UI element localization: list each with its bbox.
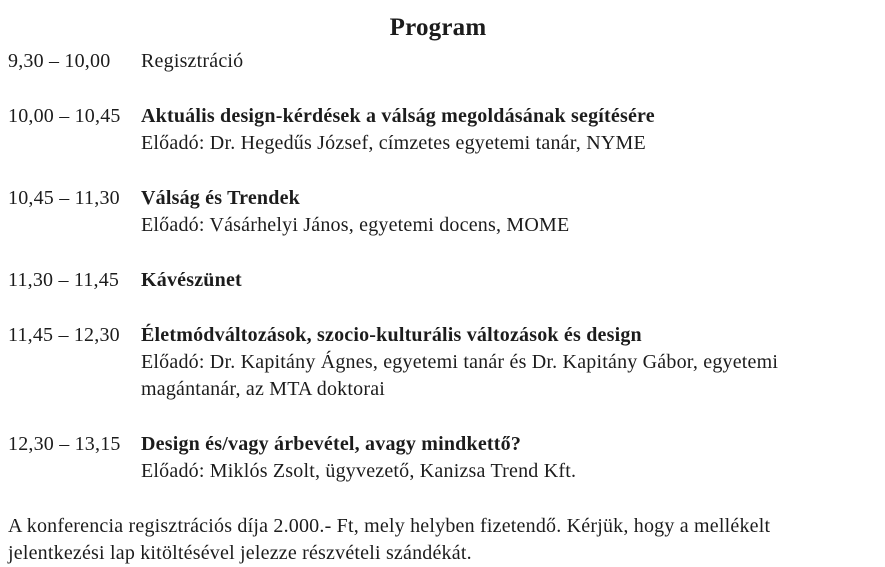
session-speaker: Előadó: Miklós Zsolt, ügyvezető, Kanizsa Trend Kft. (141, 460, 577, 482)
session-title: Kávészünet (141, 269, 242, 291)
session-title: Regisztráció (141, 50, 244, 72)
session-title: Válság és Trendek (141, 187, 300, 209)
entry-time: 9,30 – 10,00 (8, 50, 111, 72)
session-title: Design és/vagy árbevétel, avagy mindkettő? (141, 433, 522, 455)
entry-time: 10,00 – 10,45 (8, 105, 121, 127)
session-title: Életmódváltozások, szocio-kulturális változások és design (141, 324, 642, 346)
registration-fee-note: A konferencia regisztrációs díja 2.000.- Ft, mely helyben fizetendő. Kérjük, hogy a mellékelt jelentkezési lap kitöltésével jelezze részvételi szándékát. (8, 515, 771, 564)
entry-time: 11,30 – 11,45 (8, 269, 120, 291)
schedule-entry-registration (8, 48, 868, 75)
entry-time: 12,30 – 13,15 (8, 433, 121, 455)
entry-time: 10,45 – 11,30 (8, 187, 120, 209)
schedule-entry-coffee-break (8, 267, 868, 294)
schedule-entry-session-4 (8, 431, 868, 485)
schedule-entry-session-2 (8, 185, 868, 239)
session-title: Aktuális design-kérdések a válság megoldásának segítésére (141, 105, 655, 127)
page-title: Program (389, 14, 487, 41)
schedule-entry-session-3 (8, 322, 868, 403)
entry-time: 11,45 – 12,30 (8, 324, 120, 346)
session-speaker: Előadó: Dr. Hegedűs József, címzetes egyetemi tanár, NYME (141, 132, 646, 154)
session-speaker: Előadó: Dr. Kapitány Ágnes, egyetemi tanár és Dr. Kapitány Gábor, egyetemi magántanár, az MTA doktorai (141, 351, 779, 400)
session-speaker: Előadó: Vásárhelyi János, egyetemi docens, MOME (141, 214, 570, 236)
schedule-entry-session-1 (8, 103, 868, 157)
